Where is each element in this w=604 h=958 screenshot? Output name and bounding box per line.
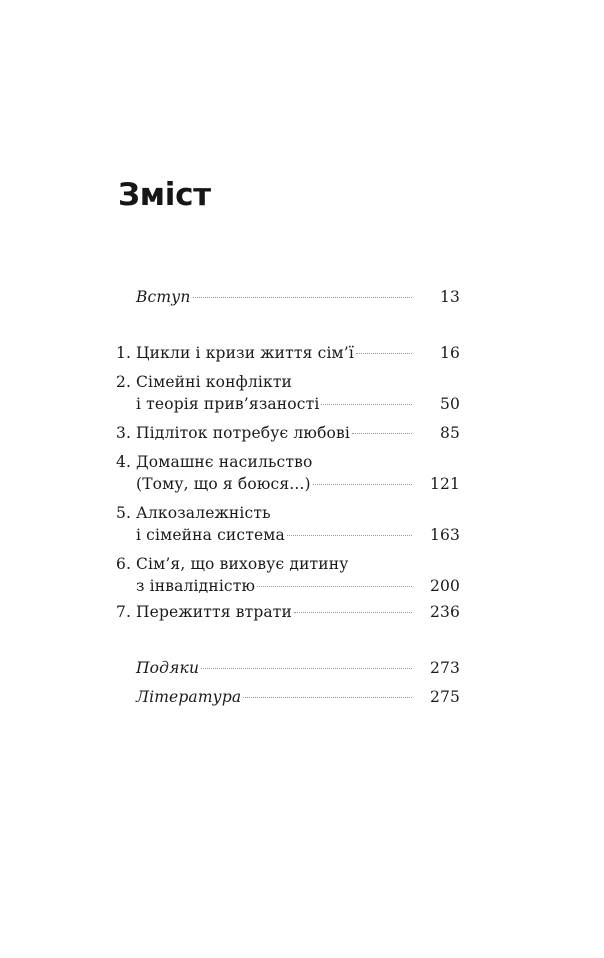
toc-entry-number: 1. bbox=[116, 344, 132, 362]
toc-entry-page: 50 bbox=[439, 395, 460, 413]
toc-entry-page: 236 bbox=[429, 603, 460, 621]
toc-entry-number: 3. bbox=[116, 424, 132, 442]
toc-entry-chapter-3[interactable] bbox=[116, 422, 460, 444]
dot-leader bbox=[356, 353, 412, 354]
toc-entry-references[interactable] bbox=[116, 686, 460, 708]
toc-entry-intro[interactable] bbox=[116, 286, 460, 308]
dot-leader bbox=[193, 297, 413, 298]
toc-entry-chapter-6[interactable] bbox=[116, 553, 460, 597]
dot-leader bbox=[294, 612, 412, 613]
toc-entry-number: 5. bbox=[116, 504, 132, 522]
toc-entry-chapter-2[interactable] bbox=[116, 371, 460, 415]
dot-leader bbox=[313, 484, 412, 485]
toc-entry-label-continued: і сімейна система bbox=[136, 526, 285, 544]
toc-entry-chapter-7[interactable] bbox=[116, 601, 460, 623]
toc-entry-page: 163 bbox=[429, 526, 460, 544]
toc-entry-page: 13 bbox=[439, 288, 460, 306]
toc-entry-label: Пережиття втрати bbox=[136, 603, 292, 621]
dot-leader bbox=[352, 433, 412, 434]
dot-leader bbox=[287, 535, 412, 536]
toc-entry-label: Домашнє насильство bbox=[136, 453, 313, 471]
toc-entry-page: 275 bbox=[429, 688, 460, 706]
toc-entry-label: Підліток потребує любові bbox=[136, 424, 351, 442]
toc-entry-label: Сімейні конфлікти bbox=[136, 373, 293, 391]
toc-entry-page: 273 bbox=[429, 659, 460, 677]
toc-entry-label-continued: (Тому, що я боюся...) bbox=[136, 475, 311, 493]
toc-entry-acknowledgements[interactable] bbox=[116, 657, 460, 679]
toc-entry-number: 4. bbox=[116, 453, 132, 471]
toc-entry-page: 121 bbox=[429, 475, 460, 493]
dot-leader bbox=[257, 586, 412, 587]
toc-entry-label: Алкозалежність bbox=[136, 504, 271, 522]
dot-leader bbox=[201, 668, 412, 669]
toc-entry-page: 16 bbox=[439, 344, 460, 362]
page-title: Зміст bbox=[118, 177, 211, 213]
toc-entry-page: 85 bbox=[439, 424, 460, 442]
toc-entry-number: 7. bbox=[116, 603, 132, 621]
toc-entry-label: Подяки bbox=[136, 659, 200, 677]
toc-entry-label-continued: з інвалідністю bbox=[136, 577, 256, 595]
toc-entry-label: Цикли і кризи життя сім’ї bbox=[136, 344, 354, 362]
toc-entry-label: Література bbox=[136, 688, 242, 706]
dot-leader bbox=[243, 697, 412, 698]
toc-entry-page: 200 bbox=[429, 577, 460, 595]
toc-entry-chapter-1[interactable] bbox=[116, 342, 460, 364]
toc-entry-number: 2. bbox=[116, 373, 132, 391]
toc-entry-label: Вступ bbox=[136, 288, 191, 306]
dot-leader bbox=[321, 404, 412, 405]
toc-entry-label: Сім’я, що виховує дитину bbox=[136, 555, 349, 573]
toc-entry-number: 6. bbox=[116, 555, 132, 573]
toc-entry-label-continued: і теорія прив’язаності bbox=[136, 395, 320, 413]
toc-entry-chapter-5[interactable] bbox=[116, 502, 460, 546]
toc-entry-chapter-4[interactable] bbox=[116, 451, 460, 495]
